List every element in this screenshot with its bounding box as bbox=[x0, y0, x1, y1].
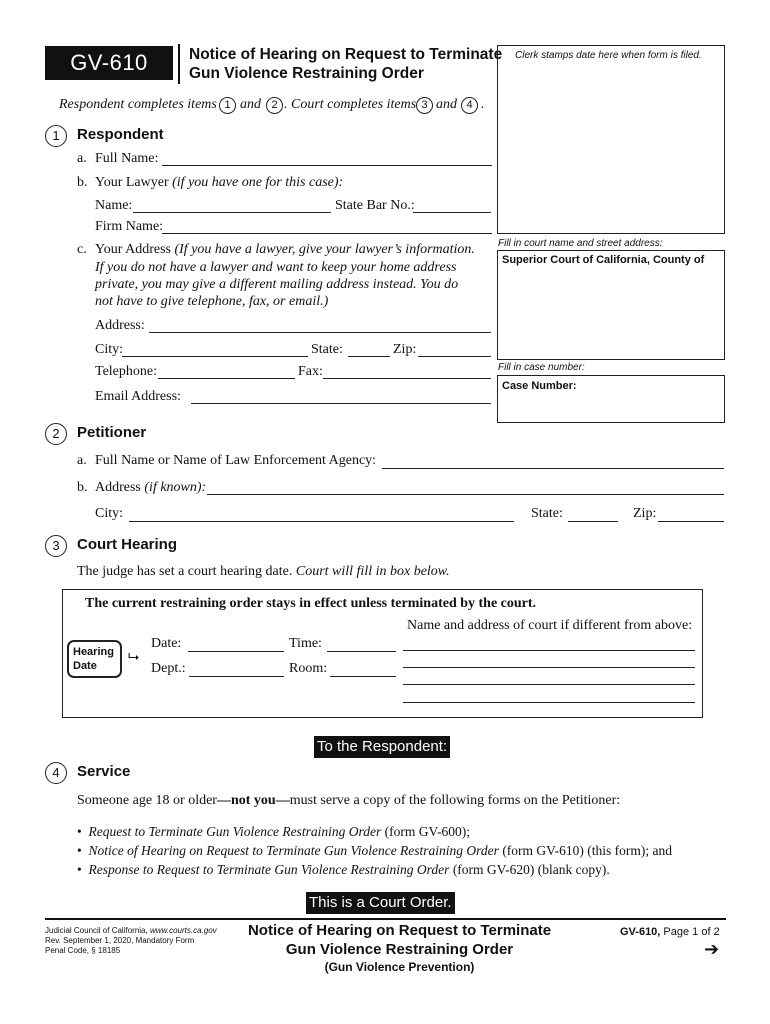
your-lawyer-text: Your Lawyer bbox=[95, 175, 169, 190]
bullet-1-italic: Request to Terminate Gun Violence Restraining Order bbox=[88, 824, 382, 839]
footer-title bbox=[237, 921, 562, 975]
bullet-dot: • bbox=[77, 843, 89, 858]
court-name-box[interactable] bbox=[497, 250, 725, 360]
court-hearing-intro-text: The judge has set a court hearing date. bbox=[77, 564, 293, 579]
hearing-time-field[interactable] bbox=[327, 651, 396, 652]
form-title bbox=[189, 45, 502, 83]
your-lawyer-note: (if you have one for this case): bbox=[172, 175, 344, 190]
instructions-part1: Respondent completes items bbox=[59, 97, 217, 112]
petitioner-a-letter: a. bbox=[77, 453, 87, 468]
footer-page-info bbox=[620, 926, 720, 938]
item-3-marker: 3 bbox=[416, 97, 433, 114]
form-id-badge: GV-610 bbox=[45, 46, 173, 80]
hearing-tag-line1: Hearing bbox=[73, 646, 114, 658]
footer-council-prefix: Judicial Council of California, bbox=[45, 926, 148, 935]
respondent-telephone-field[interactable] bbox=[158, 378, 295, 379]
petitioner-name-field[interactable] bbox=[382, 468, 724, 469]
respondent-fax-label: Fax: bbox=[298, 364, 323, 379]
court-address-line-3[interactable] bbox=[403, 684, 695, 685]
court-name-label: Superior Court of California, County of bbox=[502, 254, 705, 266]
section-2-number: 2 bbox=[45, 423, 67, 445]
bullet-3-italic: Response to Request to Terminate Gun Violence Restraining Order bbox=[88, 862, 450, 877]
respondent-city-label: City: bbox=[95, 342, 124, 357]
respondent-full-name-field[interactable] bbox=[162, 165, 492, 166]
case-number-box[interactable] bbox=[497, 375, 725, 423]
fill-court-label: Fill in court name and street address: bbox=[498, 238, 663, 249]
hearing-dept-label: Dept.: bbox=[151, 661, 186, 676]
respondent-email-label: Email Address: bbox=[95, 389, 181, 404]
bullet-2-italic: Notice of Hearing on Request to Terminate Gun Violence Restraining Order bbox=[88, 843, 499, 858]
footer-subtitle: (Gun Violence Prevention) bbox=[324, 960, 475, 974]
petitioner-state-label: State: bbox=[531, 506, 563, 521]
respondent-a-letter: a. bbox=[77, 151, 87, 166]
respondent-zip-label: Zip: bbox=[393, 342, 417, 357]
to-respondent-banner: To the Respondent: bbox=[314, 736, 450, 758]
hearing-tag-line2: Date bbox=[73, 660, 97, 672]
respondent-state-label: State: bbox=[311, 342, 343, 357]
hearing-room-label: Room: bbox=[289, 661, 328, 676]
respondent-email-field[interactable] bbox=[191, 403, 491, 404]
hearing-date-tag bbox=[67, 640, 122, 678]
your-address-note-4: not have to give telephone, fax, or email.) bbox=[95, 294, 329, 309]
arrow-icon: ⮡ bbox=[128, 648, 140, 664]
respondent-city-field[interactable] bbox=[122, 356, 308, 357]
fill-case-label: Fill in case number: bbox=[498, 362, 585, 373]
bullet-dot: • bbox=[77, 862, 89, 877]
lawyer-name-label: Name: bbox=[95, 198, 133, 213]
bullet-3-plain: (form GV-620) (blank copy). bbox=[449, 862, 610, 877]
respondent-state-field[interactable] bbox=[348, 356, 390, 357]
next-page-arrow-icon[interactable]: ➔ bbox=[704, 939, 720, 959]
petitioner-zip-field[interactable] bbox=[658, 521, 724, 522]
service-intro bbox=[77, 793, 620, 809]
petitioner-address-field[interactable] bbox=[207, 494, 724, 495]
court-hearing-intro-italic: Court will fill in box below. bbox=[295, 564, 450, 579]
court-address-line-1[interactable] bbox=[403, 650, 695, 651]
hearing-dept-field[interactable] bbox=[189, 676, 284, 677]
court-address-label: Name and address of court if different from above: bbox=[407, 618, 693, 633]
petitioner-state-field[interactable] bbox=[568, 521, 618, 522]
your-address-text: Your Address bbox=[95, 242, 171, 257]
service-intro-before: Someone age 18 or older bbox=[77, 793, 217, 808]
footer-rev: Rev. September 1, 2020, Mandatory Form bbox=[45, 936, 195, 945]
respondent-address-label: Address: bbox=[95, 318, 145, 333]
respondent-telephone-label: Telephone: bbox=[95, 364, 157, 379]
service-bullet-2 bbox=[77, 843, 672, 859]
footer-form-id: GV-610, bbox=[620, 926, 661, 938]
your-lawyer-label bbox=[95, 175, 343, 191]
footer-council-site[interactable]: www.courts.ca.gov bbox=[149, 926, 217, 935]
petitioner-name-label: Full Name or Name of Law Enforcement Agency: bbox=[95, 453, 377, 468]
court-address-line-2[interactable] bbox=[403, 667, 695, 668]
hearing-box-heading: The current restraining order stays in effect unless terminated by the court. bbox=[85, 596, 537, 611]
instructions-and2: and bbox=[436, 97, 457, 112]
petitioner-city-field[interactable] bbox=[129, 521, 514, 522]
service-bullet-3 bbox=[77, 862, 610, 878]
your-address-note-2: If you do not have a lawyer and want to keep your home address bbox=[95, 260, 457, 275]
section-2-title: Petitioner bbox=[77, 424, 147, 441]
respondent-full-name-label: Full Name: bbox=[95, 151, 159, 166]
header-divider bbox=[178, 44, 180, 84]
instructions-and1: and bbox=[240, 97, 261, 112]
lawyer-name-field[interactable] bbox=[133, 212, 331, 213]
section-1-number: 1 bbox=[45, 125, 67, 147]
case-number-label: Case Number: bbox=[502, 380, 577, 392]
service-intro-bold: —not you— bbox=[216, 793, 290, 808]
firm-name-field[interactable] bbox=[162, 233, 492, 234]
item-4-marker: 4 bbox=[461, 97, 478, 114]
petitioner-address-note: (if known): bbox=[144, 480, 207, 495]
respondent-fax-field[interactable] bbox=[323, 378, 491, 379]
firm-name-label: Firm Name: bbox=[95, 219, 164, 234]
petitioner-b-letter: b. bbox=[77, 480, 88, 495]
state-bar-field[interactable] bbox=[413, 212, 491, 213]
section-4-number: 4 bbox=[45, 762, 67, 784]
hearing-date-label: Date: bbox=[151, 636, 182, 651]
item-2-marker: 2 bbox=[266, 97, 283, 114]
instructions-part3: . bbox=[481, 97, 485, 112]
service-bullet-1 bbox=[77, 824, 470, 840]
petitioner-zip-label: Zip: bbox=[633, 506, 657, 521]
footer-code: Penal Code, § 18185 bbox=[45, 946, 121, 955]
service-intro-after: must serve a copy of the following forms on the Petitioner: bbox=[289, 793, 621, 808]
footer-title-line2: Gun Violence Restraining Order bbox=[285, 941, 514, 958]
petitioner-address-label bbox=[95, 480, 206, 496]
hearing-room-field[interactable] bbox=[330, 676, 396, 677]
respondent-address-field[interactable] bbox=[149, 332, 491, 333]
court-hearing-intro bbox=[77, 564, 450, 580]
item-1-marker: 1 bbox=[219, 97, 236, 114]
section-1-title: Respondent bbox=[77, 126, 164, 143]
court-address-line-4[interactable] bbox=[403, 702, 695, 703]
court-order-banner: This is a Court Order. bbox=[306, 892, 455, 914]
respondent-b-letter: b. bbox=[77, 175, 88, 190]
footer-rule bbox=[45, 918, 726, 920]
your-address-note-3: private, you may give a different mailing address instead. You do bbox=[95, 277, 459, 292]
form-title-line2: Gun Violence Restraining Order bbox=[189, 65, 424, 82]
footer-council-line bbox=[45, 926, 217, 936]
clerk-stamp-box bbox=[497, 45, 725, 234]
state-bar-label: State Bar No.: bbox=[335, 198, 415, 213]
your-address-label bbox=[95, 242, 475, 258]
petitioner-city-label: City: bbox=[95, 506, 124, 521]
footer-title-line1: Notice of Hearing on Request to Terminate bbox=[247, 922, 552, 939]
instructions-part2: . Court completes items bbox=[284, 97, 417, 112]
clerk-stamp-note: Clerk stamps date here when form is filed. bbox=[515, 50, 702, 61]
respondent-c-letter: c. bbox=[77, 242, 87, 257]
bullet-2-plain: (form GV-610) (this form); and bbox=[498, 843, 673, 858]
form-title-line1: Notice of Hearing on Request to Terminate bbox=[189, 46, 503, 63]
section-3-title: Court Hearing bbox=[77, 536, 178, 553]
section-3-number: 3 bbox=[45, 535, 67, 557]
section-4-title: Service bbox=[77, 763, 131, 780]
your-address-note-1: (If you have a lawyer, give your lawyer’s information. bbox=[174, 242, 475, 257]
hearing-time-label: Time: bbox=[289, 636, 322, 651]
petitioner-address-text: Address bbox=[95, 480, 141, 495]
hearing-date-field[interactable] bbox=[188, 651, 284, 652]
bullet-1-plain: (form GV-600); bbox=[381, 824, 470, 839]
footer-page: Page 1 of 2 bbox=[663, 926, 720, 938]
bullet-dot: • bbox=[77, 824, 89, 839]
footer-council bbox=[45, 926, 217, 956]
respondent-zip-field[interactable] bbox=[418, 356, 491, 357]
